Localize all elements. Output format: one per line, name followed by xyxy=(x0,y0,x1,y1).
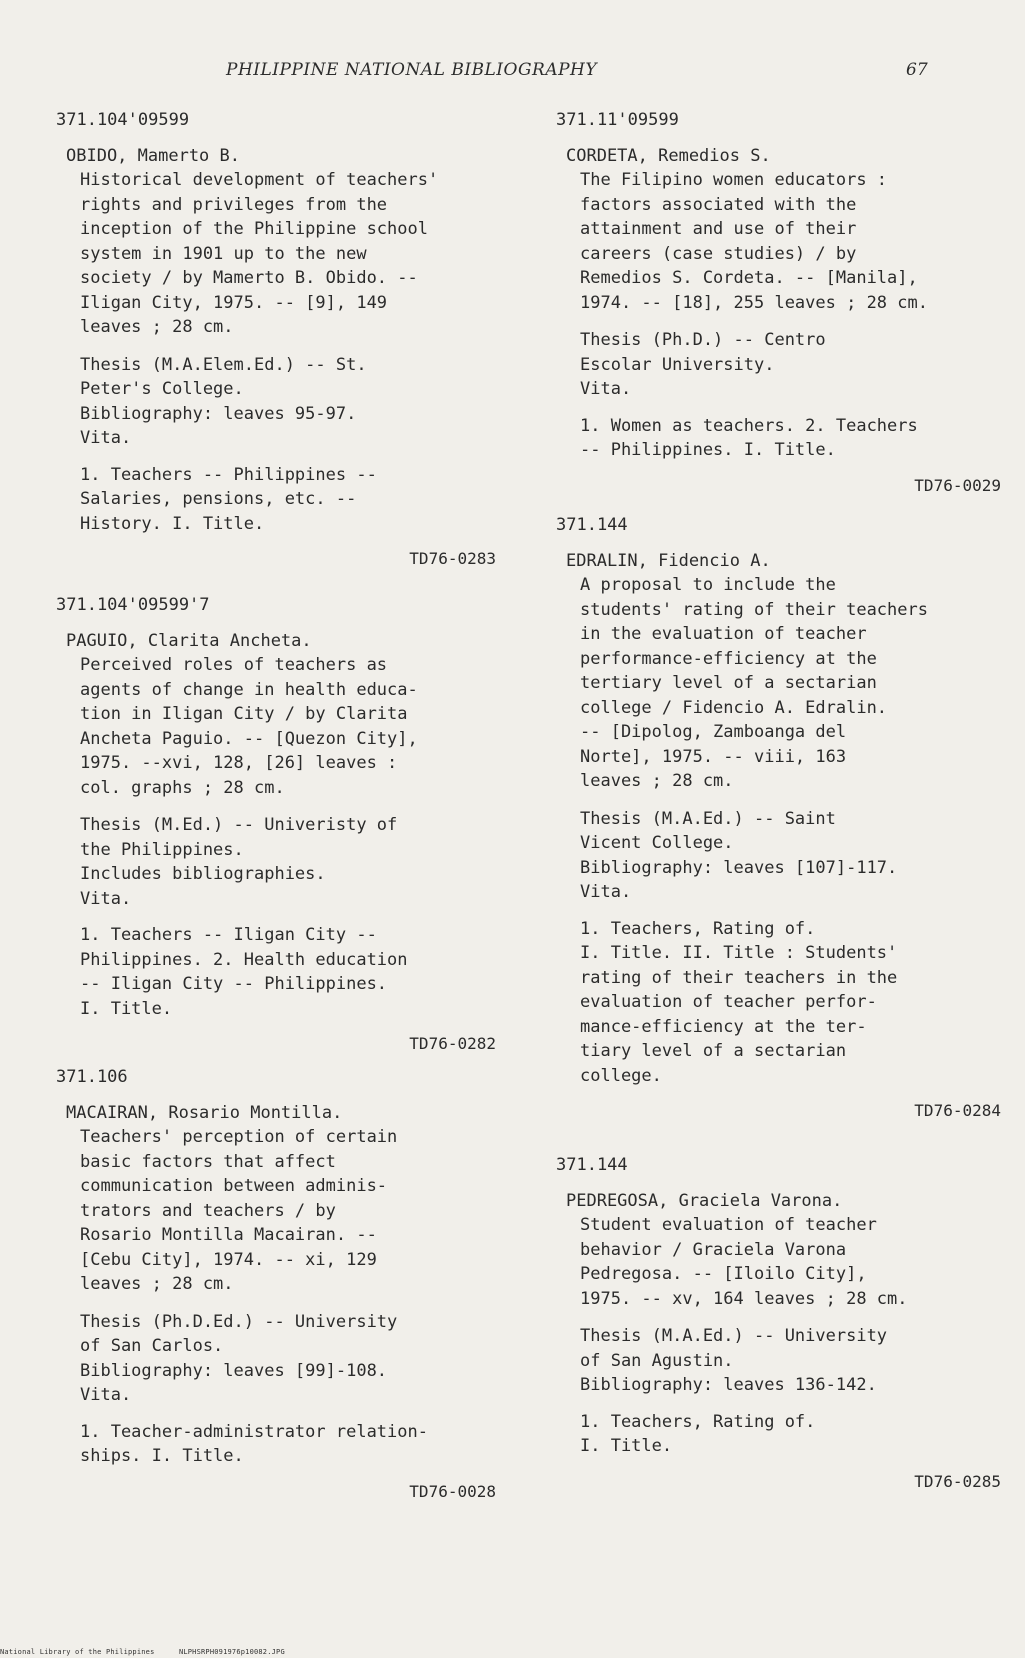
entry-notes: Thesis (M.A.Ed.) -- University of San Agustin. Bibliography: leaves 136-142. xyxy=(580,1326,888,1395)
right-column xyxy=(556,108,1001,1513)
entry-notes: Thesis (M.Ed.) -- Univeristy of the Philippines. Includes bibliographies. Vita. xyxy=(80,815,398,909)
entry-heading: CORDETA, Remedios S. xyxy=(566,146,771,166)
td-number: TD76-0284 xyxy=(914,1101,1001,1120)
class-number: 371.106 xyxy=(56,1067,128,1087)
td-number: TD76-0285 xyxy=(914,1471,1001,1491)
entry-heading: PEDREGOSA, Graciela Varona. xyxy=(566,1191,843,1211)
entry-notes: Thesis (Ph.D.) -- Centro Escolar University. Vita. xyxy=(580,330,826,399)
class-number: 371.104'09599 xyxy=(56,110,190,130)
entry-subjects: 1. Teacher-administrator relation- ships. I. Title. xyxy=(80,1421,428,1466)
footer-library: National Library of the Philippines xyxy=(0,1648,155,1656)
left-column xyxy=(56,108,496,1505)
entry-description: Perceived roles of teachers as agents of change in health educa- tion in Iligan City / by Clarita Ancheta Paguio. -- [Quezon City], 1975. --xvi, 128, [26] leaves : col. graphs ; 28 cm. xyxy=(80,655,418,798)
bibliography-entry xyxy=(556,1153,1001,1513)
entry-notes: Thesis (Ph.D.Ed.) -- University of San Carlos. Bibliography: leaves [99]-108. Vita. xyxy=(80,1311,398,1405)
td-number: TD76-0028 xyxy=(409,1481,496,1501)
entry-subjects: 1. Women as teachers. 2. Teachers -- Philippines. I. Title. xyxy=(580,415,918,460)
bibliography-entry xyxy=(556,513,1001,1153)
entry-notes: Thesis (M.A.Elem.Ed.) -- St. Peter's College. Bibliography: leaves 95-97. Vita. xyxy=(80,354,367,448)
entry-subjects: 1. Teachers -- Philippines -- Salaries, pensions, etc. -- History. I. Title. xyxy=(80,464,377,534)
entry-heading: MACAIRAN, Rosario Montilla. xyxy=(66,1103,343,1123)
bibliography-entry xyxy=(56,1065,496,1505)
entry-heading: OBIDO, Mamerto B. xyxy=(66,146,240,166)
entry-notes: Thesis (M.A.Ed.) -- Saint Vicent College. Bibliography: leaves [107]-117. Vita. xyxy=(580,808,898,902)
entry-subjects: 1. Teachers, Rating of. I. Title. II. Title : Students' rating of their teachers in the evaluation of teacher perfor- mance-efficiency at the ter- tiary level of a sectarian college. xyxy=(580,918,898,1086)
running-header-title: PHILIPPINE NATIONAL BIBLIOGRAPHY xyxy=(226,60,598,80)
td-number: TD76-0282 xyxy=(409,1034,496,1053)
class-number: 371.11'09599 xyxy=(556,110,679,130)
entry-description: A proposal to include the students' rating of their teachers in the evaluation of teacher performance-efficiency at the tertiary level of a sectarian college / Fidencio A. Edralin. -- [Dipolog, Zamboanga del Norte], 1975. -- viii, 163 leaves ; 28 cm. xyxy=(580,575,928,791)
scan-footer xyxy=(0,1648,305,1656)
bibliography-entry xyxy=(56,593,496,1065)
bibliography-entry xyxy=(56,108,496,593)
class-number: 371.144 xyxy=(556,1155,628,1175)
entry-description: Teachers' perception of certain basic factors that affect communication between adminis- trators and teachers / by Rosario Montilla Macairan. -- [Cebu City], 1974. -- xi, 129 leaves ; 28 cm. xyxy=(80,1127,398,1294)
entry-subjects: 1. Teachers -- Iligan City -- Philippines. 2. Health education -- Iligan City -- Philippines. I. Title. xyxy=(80,925,408,1019)
entry-subjects: 1. Teachers, Rating of. I. Title. xyxy=(580,1411,816,1456)
entry-heading: EDRALIN, Fidencio A. xyxy=(566,551,771,571)
entry-description: Historical development of teachers' rights and privileges from the inception of the Philippine school system in 1901 up to the new society / by Mamerto B. Obido. -- Iligan City, 1975. -- [9], 149 leaves ; 28 cm. xyxy=(80,170,439,337)
class-number: 371.104'09599'7 xyxy=(56,595,210,615)
class-number: 371.144 xyxy=(556,515,628,535)
entry-description: Student evaluation of teacher behavior / Graciela Varona Pedregosa. -- [Iloilo City], 1975. -- xv, 164 leaves ; 28 cm. xyxy=(580,1215,908,1309)
td-number: TD76-0029 xyxy=(914,475,1001,495)
entry-description: The Filipino women educators : factors associated with the attainment and use of their careers (case studies) / by Remedios S. Cordeta. -- [Manila], 1974. -- [18], 255 leaves ; 28 cm. xyxy=(580,170,928,313)
footer-file-id: NLPHSRPH091976p10082.JPG xyxy=(178,1648,285,1656)
bibliography-entry xyxy=(556,108,1001,513)
page-number: 67 xyxy=(906,60,928,80)
entry-heading: PAGUIO, Clarita Ancheta. xyxy=(66,631,312,651)
td-number: TD76-0283 xyxy=(409,549,496,568)
